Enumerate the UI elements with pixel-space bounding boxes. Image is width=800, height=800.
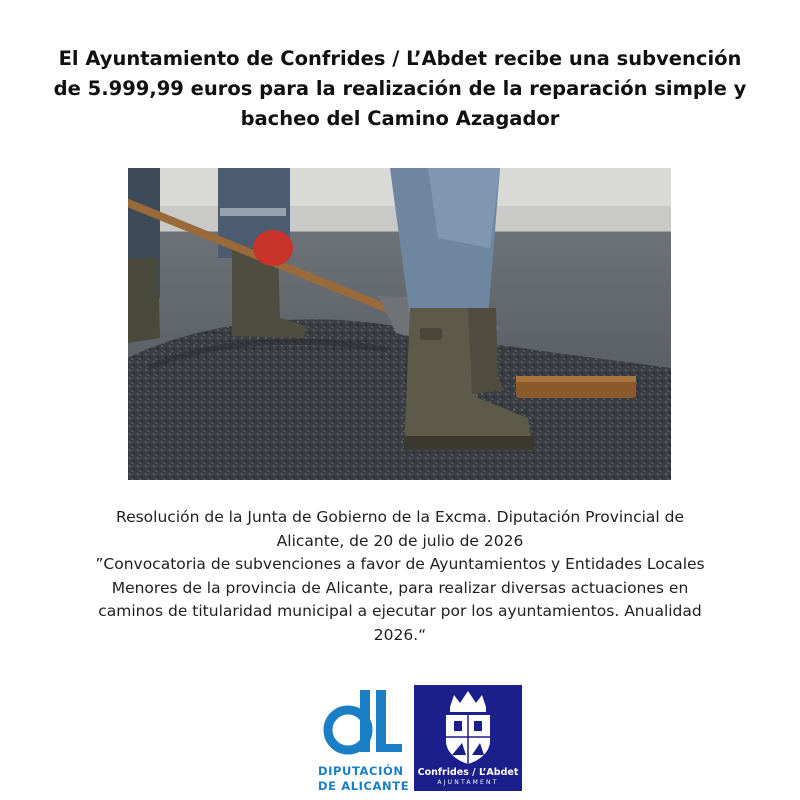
confrides-name: Confrides / L’Abdet [417, 767, 519, 778]
resolution-line-5: caminos de titularidad municipal a ejecutar por los ayuntamientos. Anualidad [98, 602, 702, 620]
diputacion-logo-mark [318, 686, 410, 760]
resolution-line-2: Alicante, de 20 de julio de 2026 [276, 531, 524, 550]
headline [20, 44, 780, 134]
diputacion-wordmark [318, 764, 418, 794]
resolution-line-6: 2026.“ [373, 625, 427, 644]
headline-line-1: El Ayuntamiento de Confrides / L’Abdet recibe una subvención [58, 47, 742, 70]
headline-line-2: de 5.999,99 euros para la realización de la reparación simple y [53, 77, 747, 100]
resolution-line-3: ”Convocatoria de subvenciones a favor de Ayuntamientos y Entidades Locales [95, 555, 705, 573]
resolution-line-1: Resolución de la Junta de Gobierno de la Excma. Diputación Provincial de [116, 508, 684, 526]
resolution-text [20, 506, 780, 647]
confrides-ajuntament-logo [414, 685, 522, 791]
road-repair-photo [128, 168, 671, 480]
coat-of-arms-icon [414, 685, 522, 767]
headline-line-3: bacheo del Camino Azagador [240, 107, 560, 130]
diputacion-line-2: DE ALICANTE [318, 779, 410, 793]
diputacion-line-1: DIPUTACIÓN [318, 764, 404, 778]
resolution-line-4: Menores de la provincia de Alicante, para realizar diversas actuaciones en [111, 578, 689, 597]
diputacion-alicante-logo [318, 686, 410, 793]
confrides-subtitle: AJUNTAMENT [437, 779, 499, 786]
